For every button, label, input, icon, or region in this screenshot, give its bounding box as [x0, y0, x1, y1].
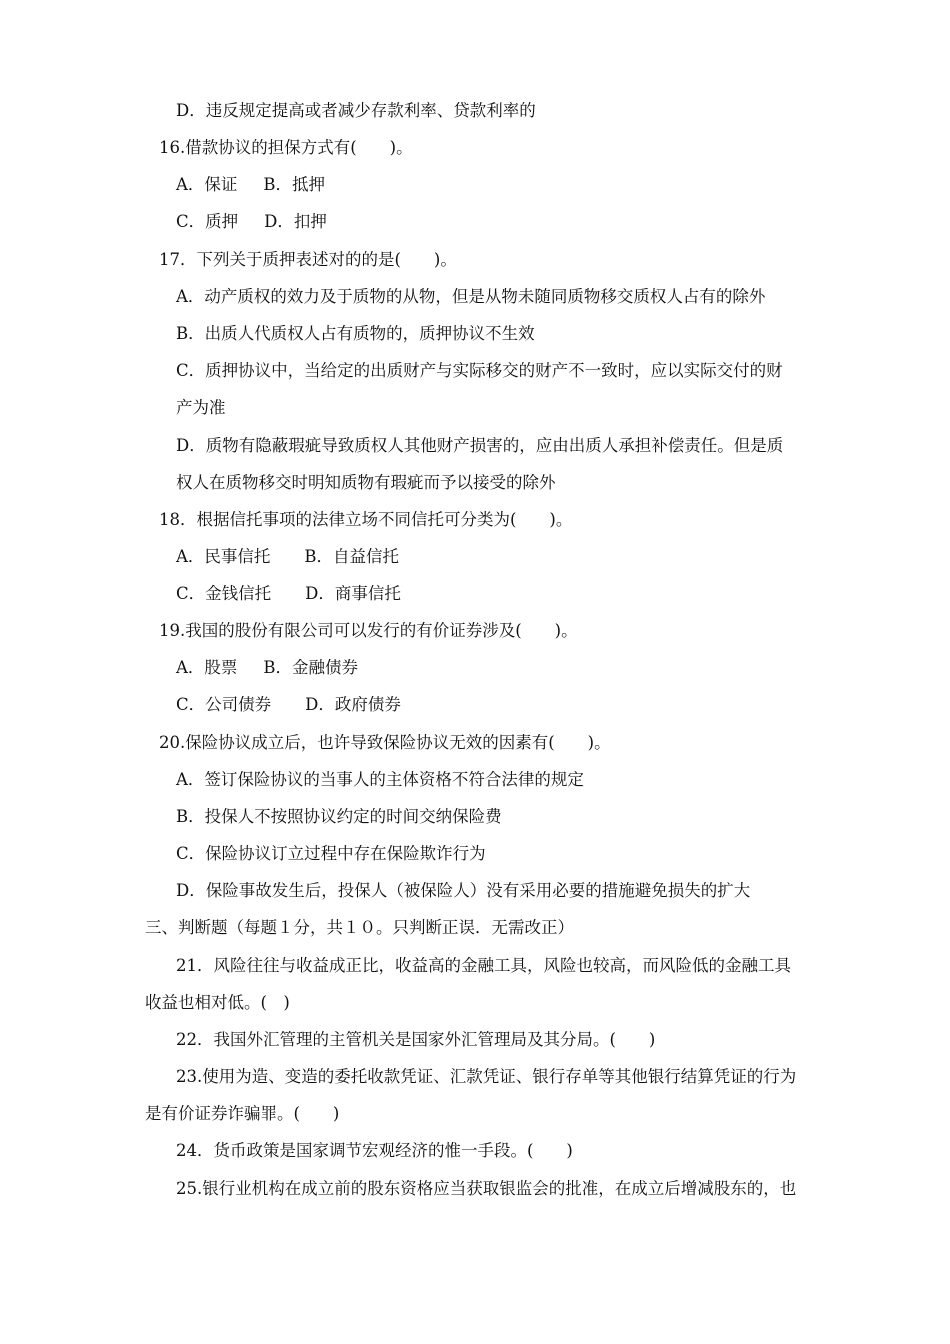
question-18: 18．根据信托事项的法律立场不同信托可分类为( )。: [159, 510, 573, 529]
q17-option-b: B．出质人代质权人占有质物的，质押协议不生效: [176, 324, 535, 343]
q18-options-ab: [176, 547, 399, 567]
section-heading: 三、判断题（每题１分，共１０。只判断正误．无需改正）: [145, 918, 574, 937]
q18-option-b: B．自益信托: [304, 547, 400, 566]
q20-option-c: C．保险协议订立过程中存在保险欺诈行为: [176, 844, 486, 863]
question-25: 25.银行业机构在成立前的股东资格应当获取银监会的批准，在成立后增减股东的，也: [176, 1179, 797, 1198]
q19-options-ab: [176, 658, 358, 678]
q19-option-b: B．金融债券: [263, 658, 359, 677]
question-17: 17．下列关于质押表述对的的是( )。: [159, 250, 457, 269]
question-24: 24．货币政策是国家调节宏观经济的惟一手段。( ): [176, 1141, 573, 1160]
q19-options-cd: [176, 695, 401, 715]
q16-options-cd: [176, 212, 327, 232]
q17-option-d-cont: 权人在质物移交时明知质物有瑕疵而予以接受的除外: [176, 473, 556, 492]
q20-option-a: A．签订保险协议的当事人的主体资格不符合法律的规定: [176, 770, 584, 789]
q15-option-d: D．违反规定提高或者减少存款利率、贷款利率的: [176, 101, 536, 120]
q17-option-c: C．质押协议中，当给定的出质财产与实际移交的财产不一致时，应以实际交付的财: [176, 361, 783, 380]
q17-option-d: D．质物有隐蔽瑕疵导致质权人其他财产损害的，应由出质人承担补偿责任。但是质: [176, 436, 784, 455]
q20-option-b: B．投保人不按照协议约定的时间交纳保险费: [176, 807, 502, 826]
question-16: 16.借款协议的担保方式有( )。: [159, 138, 413, 157]
q16-option-d: D．扣押: [264, 212, 327, 231]
q17-option-c-cont: 产为准: [176, 398, 226, 417]
question-19: 19.我国的股份有限公司可以发行的有价证券涉及( )。: [159, 621, 578, 640]
q19-option-a: A．股票: [176, 658, 238, 677]
q18-option-d: D．商事信托: [305, 584, 401, 603]
q16-option-a: A．保证: [176, 175, 238, 194]
question-23-cont: 是有价证券诈骗罪。( ): [145, 1104, 340, 1123]
q20-option-d: D．保险事故发生后，投保人（被保险人）没有采用必要的措施避免损失的扩大: [176, 881, 751, 900]
question-21-cont: 收益也相对低。( ): [145, 993, 290, 1012]
q19-option-d: D．政府债券: [305, 695, 401, 714]
q16-options-ab: [176, 175, 325, 195]
q18-options-cd: [176, 584, 401, 604]
q16-option-b: B．抵押: [263, 175, 326, 194]
question-20: 20.保险协议成立后，也许导致保险协议无效的因素有( )。: [159, 733, 611, 752]
q19-option-c: C．公司债券: [176, 695, 272, 714]
q16-option-c: C．质押: [176, 212, 239, 231]
q17-option-a: A．动产质权的效力及于质物的从物，但是从物未随同质物移交质权人占有的除外: [176, 287, 766, 306]
q18-option-a: A．民事信托: [176, 547, 271, 566]
question-22: 22．我国外汇管理的主管机关是国家外汇管理局及其分局。( ): [176, 1030, 656, 1049]
q18-option-c: C．金钱信托: [176, 584, 272, 603]
question-23: 23.使用为造、变造的委托收款凭证、汇款凭证、银行存单等其他银行结算凭证的行为: [176, 1067, 797, 1086]
question-21: 21．风险往往与收益成正比，收益高的金融工具，风险也较高，而风险低的金融工具: [176, 956, 791, 975]
